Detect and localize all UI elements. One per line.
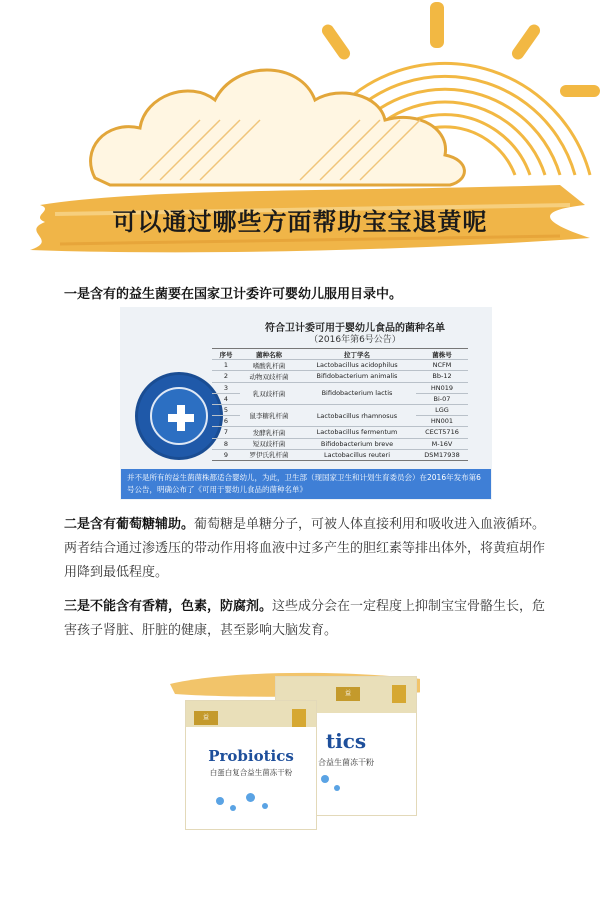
product-front-title: Probiotics [208, 747, 294, 765]
table-row [212, 404, 468, 415]
table-cell: 8 [212, 438, 240, 449]
table-cell: 嗜酸乳杆菌 [240, 360, 298, 371]
table-cell: 短双歧杆菌 [240, 438, 298, 449]
product-front-name: 白蛋白复合益生菌冻干粉 [209, 768, 293, 777]
table-cell: 5 [212, 404, 240, 415]
table-cell: Bifidobacterium animalis [298, 371, 416, 382]
table-subtitle: （2016年第6号公告） [309, 335, 401, 345]
table-cell: DSM17938 [416, 449, 468, 460]
table-cell: Lactobacillus fermentum [298, 427, 416, 438]
table-row [212, 371, 468, 382]
table-cell: 动物双歧杆菌 [240, 371, 298, 382]
health-ministry-emblem-icon [135, 372, 223, 460]
table-cell: 9 [212, 449, 240, 460]
table-row [212, 382, 468, 393]
table-header: 序号 [212, 349, 240, 360]
table-title: 符合卫计委可用于婴幼儿食品的菌种名单 [265, 323, 445, 334]
table-cell: 6 [212, 416, 240, 427]
table-row [212, 427, 468, 438]
table-cell: M-16V [416, 438, 468, 449]
table-cell: Lactobacillus acidophilus [298, 360, 416, 371]
table-cell: 7 [212, 427, 240, 438]
product-box-image [180, 662, 430, 837]
table-cell: NCFM [416, 360, 468, 371]
product-box-front: 益 Probiotics 白蛋白复合益生菌冻干粉 [185, 700, 317, 830]
table-cell: Bi-07 [416, 393, 468, 404]
table-row [212, 360, 468, 371]
product-back-title: tics [325, 729, 367, 753]
section-3-paragraph [64, 595, 549, 643]
table-cell: 2 [212, 371, 240, 382]
table-note: 并不是所有的益生菌菌株都适合婴幼儿，为此，卫生部（现国家卫生和计划生育委员会）在2016年发布第6号公告，明确公布了《可用于婴幼儿食品的菌种名单》 [121, 469, 491, 499]
table-header: 菌种名称 [240, 349, 298, 360]
section-3-text: 这些成分会在一定程度上抑制宝宝骨骼生长，危害孩子肾脏、肝脏的健康，甚至影响大脑发育。 [64, 599, 546, 638]
table-cell: 1 [212, 360, 240, 371]
table-cell: Bb-12 [416, 371, 468, 382]
table-cell: Bifidobacterium lactis [298, 382, 416, 404]
section-3-bold: 三是不能含有香精，色素，防腐剂。 [64, 599, 273, 614]
strain-table-card [120, 307, 492, 500]
table-cell: 3 [212, 382, 240, 393]
table-header: 拉丁学名 [298, 349, 416, 360]
table-row [212, 438, 468, 449]
strain-table [212, 348, 468, 461]
table-cell: Lactobacillus rhamnosus [298, 404, 416, 426]
table-cell: 4 [212, 393, 240, 404]
table-cell: 鼠李糖乳杆菌 [240, 404, 298, 426]
table-cell: LGG [416, 404, 468, 415]
table-cell: HN019 [416, 382, 468, 393]
table-cell: HN001 [416, 416, 468, 427]
section-2-bold: 二是含有葡萄糖辅助。 [64, 517, 195, 532]
section-1-heading: 一是含有的益生菌要在国家卫计委许可婴幼儿服用目录中。 [64, 287, 403, 302]
table-cell: CECT5716 [416, 427, 468, 438]
table-cell: Bifidobacterium breve [298, 438, 416, 449]
table-row [212, 449, 468, 460]
product-back-name: 合益生菌冻干粉 [318, 758, 374, 767]
table-cell: 乳双歧杆菌 [240, 382, 298, 404]
product-box-back: 益 tics 合益生菌冻干粉 [275, 676, 417, 816]
table-cell: 罗伊氏乳杆菌 [240, 449, 298, 460]
section-2-text: 葡萄糖是单糖分子，可被人体直接利用和吸收进入血液循环。两者结合通过渗透压的带动作用将血液中过多产生的胆红素等排出体外，将黄疸胡作用降到最低程度。 [64, 517, 546, 580]
table-header: 菌株号 [416, 349, 468, 360]
section-2-paragraph [64, 513, 549, 585]
table-cell: 发酵乳杆菌 [240, 427, 298, 438]
table-cell: Lactobacillus reuteri [298, 449, 416, 460]
banner-title: 可以通过哪些方面帮助宝宝退黄呢 [112, 208, 488, 236]
